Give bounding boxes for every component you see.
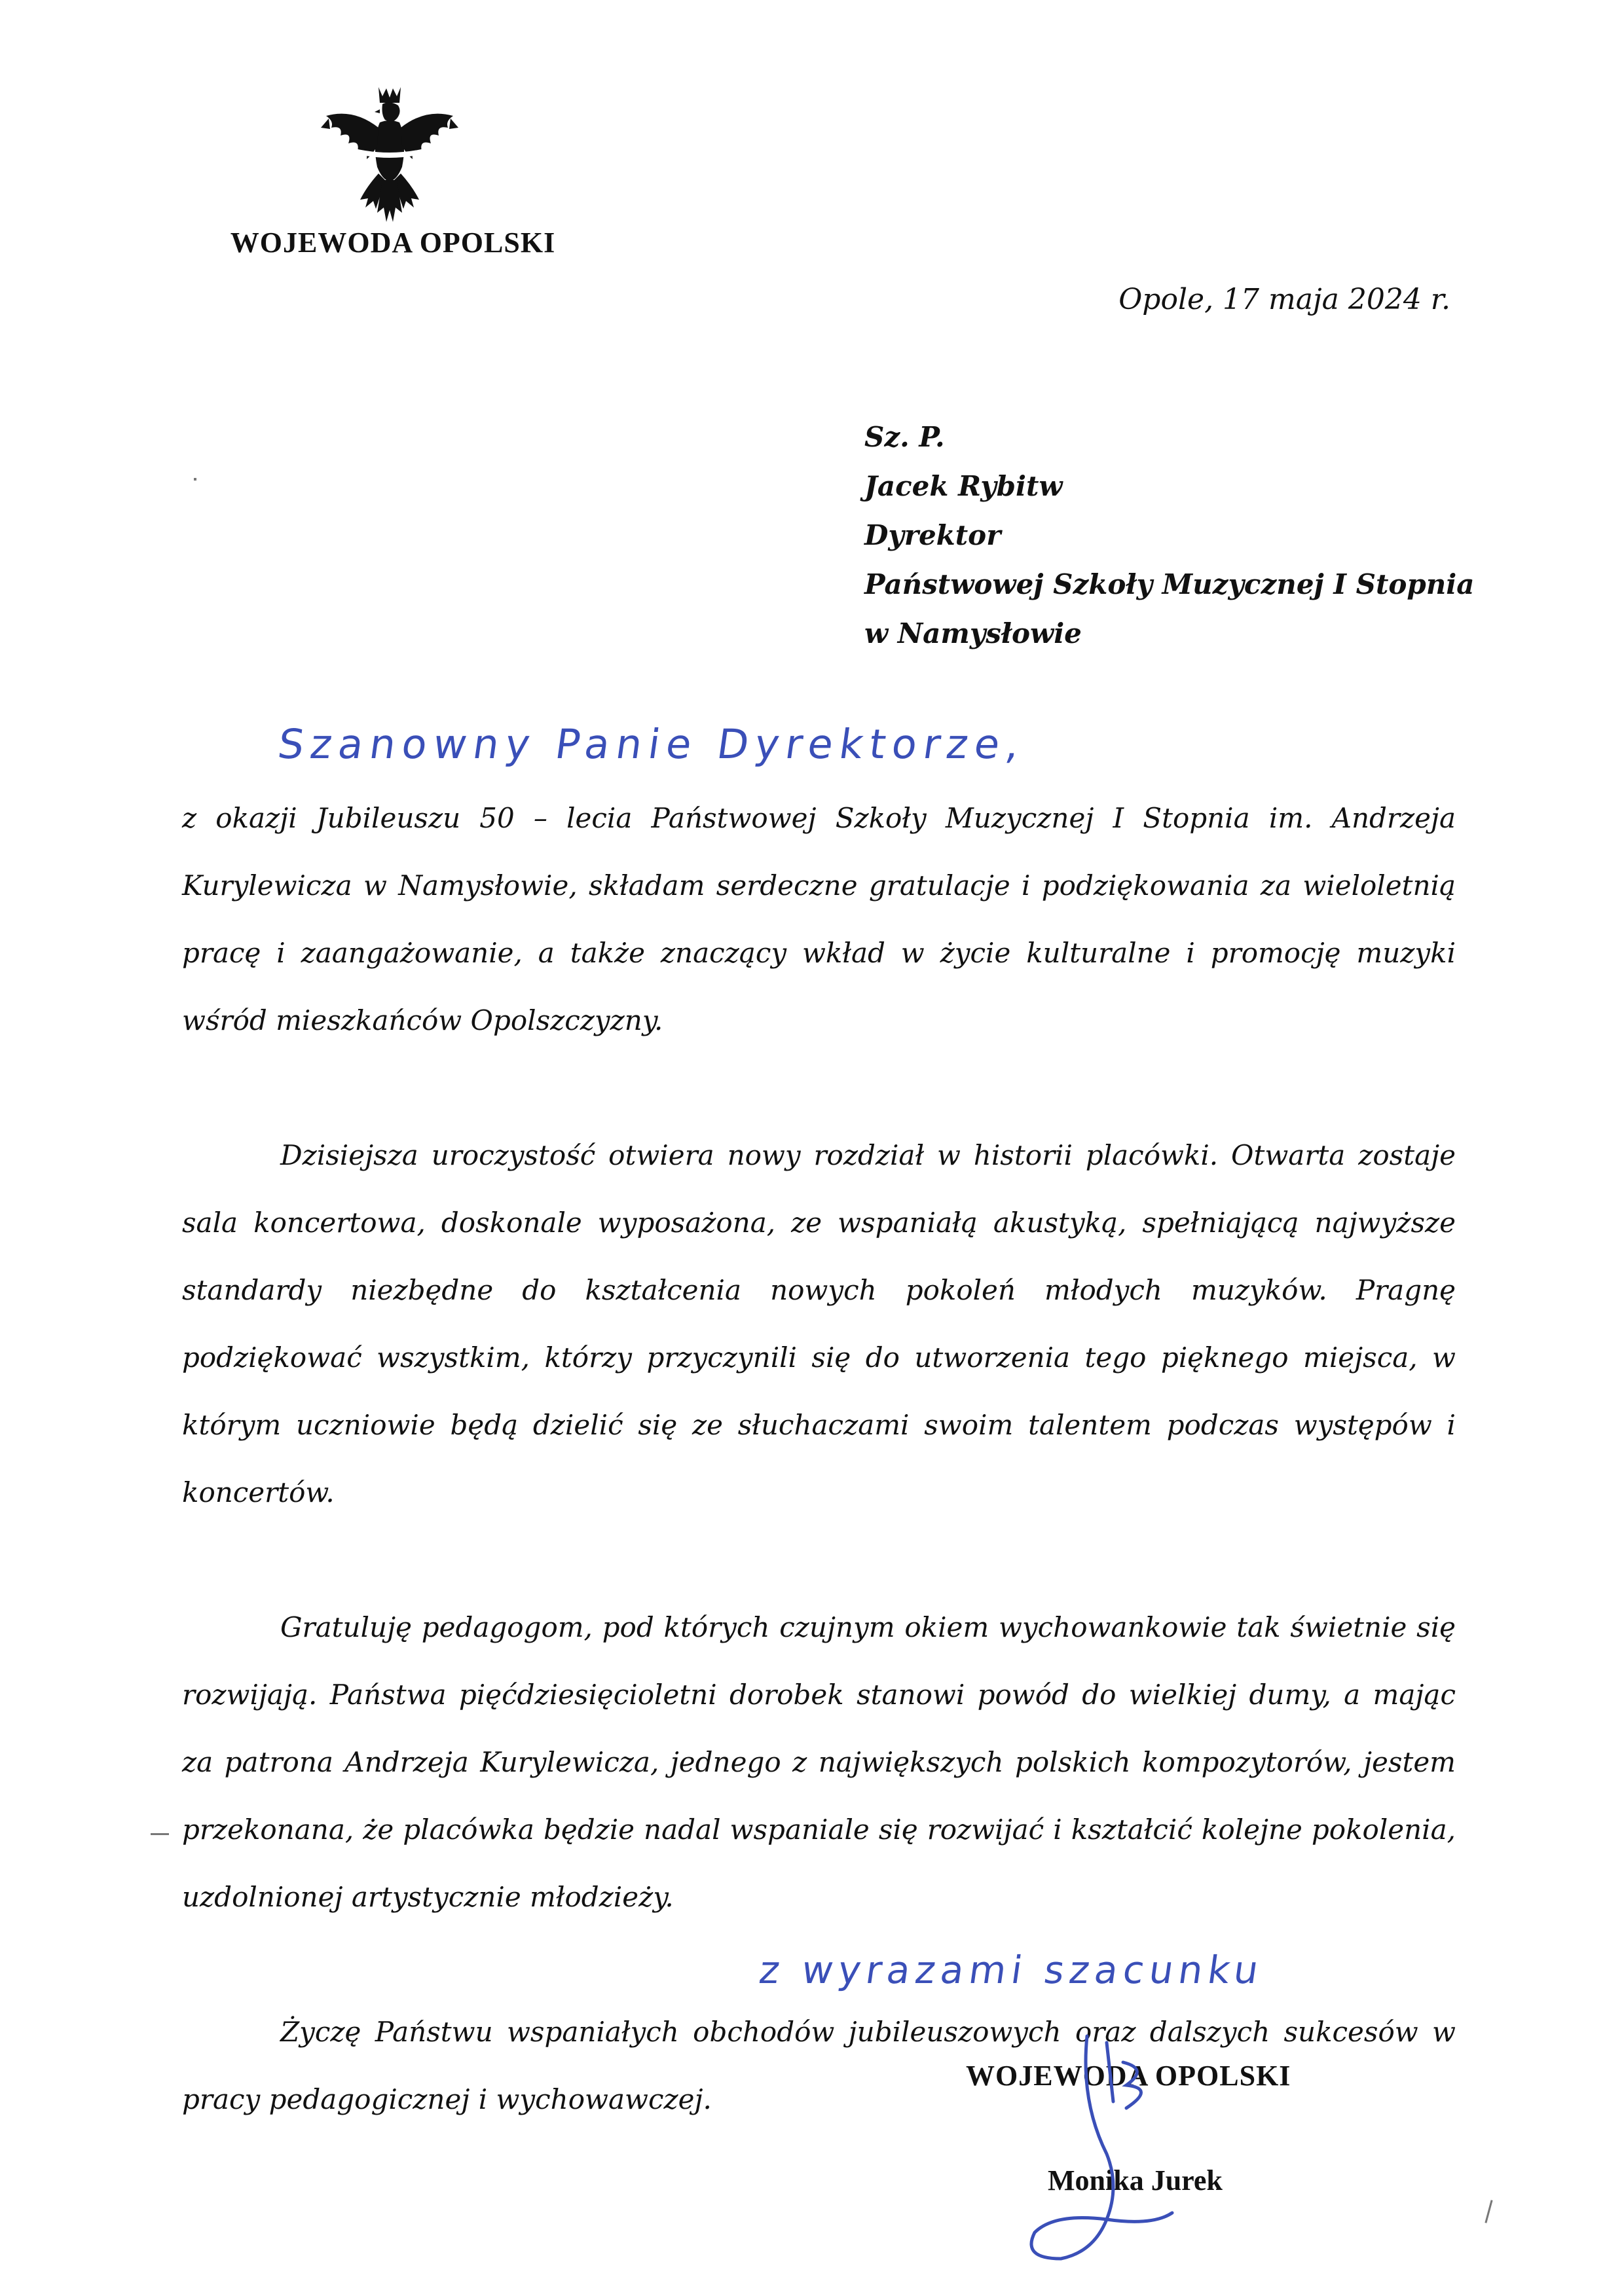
polish-eagle-emblem-icon <box>314 82 465 246</box>
body-paragraph: Dzisiejsza uroczystość otwiera nowy rozdział w historii placówki. Otwarta zostaje sala koncertowa, doskonale wyposażona, ze wspaniałą akustyką, spełniającą najwyższe standardy niezbędne do kształcenia nowych pokoleń młodych muzyków. Pragnę podziękować wszystkim, którzy przyczynili się do utworzenia tego pięknego miejsca, w którym uczniowie będą dzielić się ze słuchaczami swoim talentem podczas występów i koncertów. <box>182 1139 1456 1508</box>
signer-name: Monika Jurek <box>1048 2164 1223 2196</box>
handwritten-closing: z wyrazami szacunku <box>756 1948 1267 1992</box>
scan-margin-mark <box>194 478 196 481</box>
scan-margin-mark <box>151 1833 169 1835</box>
recipient-address-block <box>864 412 1519 658</box>
handwritten-signature-icon <box>1008 2023 1257 2272</box>
recipient-line-position: Dyrektor <box>864 519 1001 551</box>
handwritten-salutation: Szanowny Panie Dyrektorze, <box>274 720 1029 768</box>
letter-date: Opole, 17 maja 2024 r. <box>1118 283 1450 316</box>
letter-body <box>182 784 1456 2133</box>
header-organization-title: WOJEWODA OPOLSKI <box>230 227 556 259</box>
recipient-line-institution: Państwowej Szkoły Muzycznej I Stopnia <box>864 568 1475 600</box>
recipient-line-location: w Namysłowie <box>864 617 1082 649</box>
signature-title: WOJEWODA OPOLSKI <box>966 2060 1291 2092</box>
recipient-line-salutation: Sz. P. <box>864 421 945 453</box>
body-paragraph: z okazji Jubileuszu 50 – lecia Państwowej Szkoły Muzycznej I Stopnia im. Andrzeja Kurylewicza w Namysłowie, składam serdeczne gratulacje i podziękowania za wieloletnią pracę i zaangażowanie, a także znaczący wkład w życie kulturalne i promocję muzyki wśród mieszkańców Opolszczyzny. <box>182 802 1456 1036</box>
scan-margin-mark <box>1485 2200 1492 2223</box>
body-paragraph: Życzę Państwu wspaniałych obchodów jubileuszowych oraz dalszych sukcesów w pracy pedagogicznej i wychowawczej. <box>182 2016 1456 2115</box>
body-paragraph: Gratuluję pedagogom, pod których czujnym okiem wychowankowie tak świetnie się rozwijają. Państwa pięćdziesięcioletni dorobek stanowi powód do wielkiej dumy, a mając za patrona Andrzeja Kurylewicza, jednego z największych polskich kompozytorów, jestem przekonana, że placówka będzie nadal wspaniale się rozwijać i kształcić kolejne pokolenia, uzdolnionej artystycznie młodzieży. <box>182 1611 1456 1913</box>
recipient-line-name: Jacek Rybitw <box>864 470 1063 502</box>
